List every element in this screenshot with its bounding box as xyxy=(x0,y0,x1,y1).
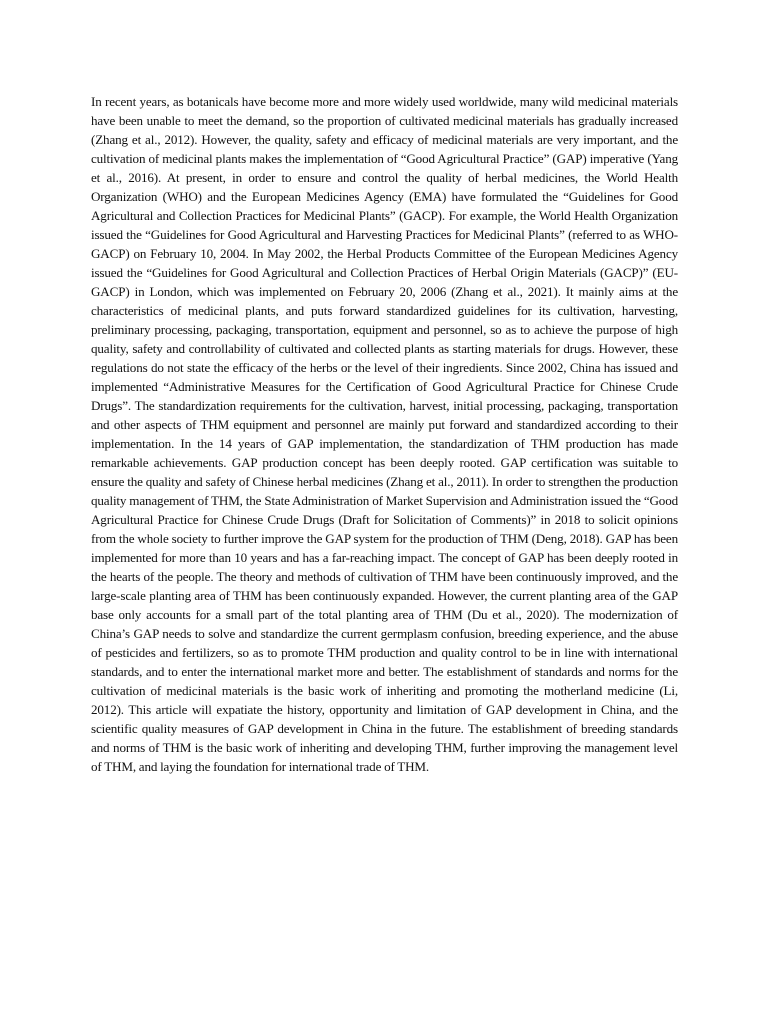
body-paragraph: In recent years, as botanicals have become more and more widely used worldwide, many wild medicinal materials have been unable to meet the demand, so the proportion of cultivated medicinal materials has gradually increased (Zhang et al., 2012). However, the quality, safety and efficacy of medicinal materials are very important, and the cultivation of medicinal plants makes the implementation of “Good Agricultural Practice” (GAP) imperative (Yang et al., 2016). At present, in order to ensure and control the quality of herbal medicines, the World Health Organization (WHO) and the European Medicines Agency (EMA) have formulated the “Guidelines for Good Agricultural and Collection Practices for Medicinal Plants” (GACP). For example, the World Health Organization issued the “Guidelines for Good Agricultural and Harvesting Practices for Medicinal Plants” (referred to as WHO-GACP) on February 10, 2004. In May 2002, the Herbal Products Committee of the European Medicines Agency issued the “Guidelines for Good Agricultural and Collection Practices of Herbal Origin Materials (GACP)” (EU-GACP) in London, which was implemented on February 20, 2006 (Zhang et al., 2021). It mainly aims at the characteristics of medicinal plants, and puts forward standardized guidelines for its cultivation, harvesting, preliminary processing, packaging, transportation, equipment and personnel, so as to achieve the purpose of high quality, safety and controllability of cultivated and collected plants as starting materials for drugs. However, these regulations do not state the efficacy of the herbs or the level of their ingredients. Since 2002, China has issued and implemented “Administrative Measures for the Certification of Good Agricultural Practice for Chinese Crude Drugs”. The standardization requirements for the cultivation, harvest, initial processing, packaging, transportation and other aspects of THM equipment and personnel are mainly put forward and standardized according to their implementation. In the 14 years of GAP implementation, the standardization of THM production has made remarkable achievements. GAP production concept has been deeply rooted. GAP certification was suitable to ensure the quality and safety of Chinese herbal medicines (Zhang et al., 2011). In order to strengthen the production quality management of THM, the State Administration of Market Supervision and Administration issued the “Good Agricultural Practice for Chinese Crude Drugs (Draft for Solicitation of Comments)” in 2018 to solicit opinions from the whole society to further improve the GAP system for the production of THM (Deng, 2018). GAP has been implemented for more than 10 years and has a far-reaching impact. The concept of GAP has been deeply rooted in the hearts of the people. The theory and methods of cultivation of THM have been continuously improved, and the large-scale planting area of THM has been continuously expanded. However, the current planting area of the GAP base only accounts for a small part of the total planting area of THM (Du et al., 2020). The modernization of China’s GAP needs to solve and standardize the current germplasm confusion, breeding experience, and the abuse of pesticides and fertilizers, so as to promote THM production and quality control to be in line with international standards, and to enter the international market more and better. The establishment of standards and norms for the cultivation of medicinal materials is the basic work of inheriting and promoting the motherland medicine (Li, 2012). This article will expatiate the history, opportunity and limitation of GAP development in China, and the scientific quality measures of GAP development in China in the future. The establishment of breeding standards and norms of THM is the basic work of inheriting and developing THM, further improving the management level of THM, and laying the foundation for international trade of THM. xyxy=(91,94,678,774)
